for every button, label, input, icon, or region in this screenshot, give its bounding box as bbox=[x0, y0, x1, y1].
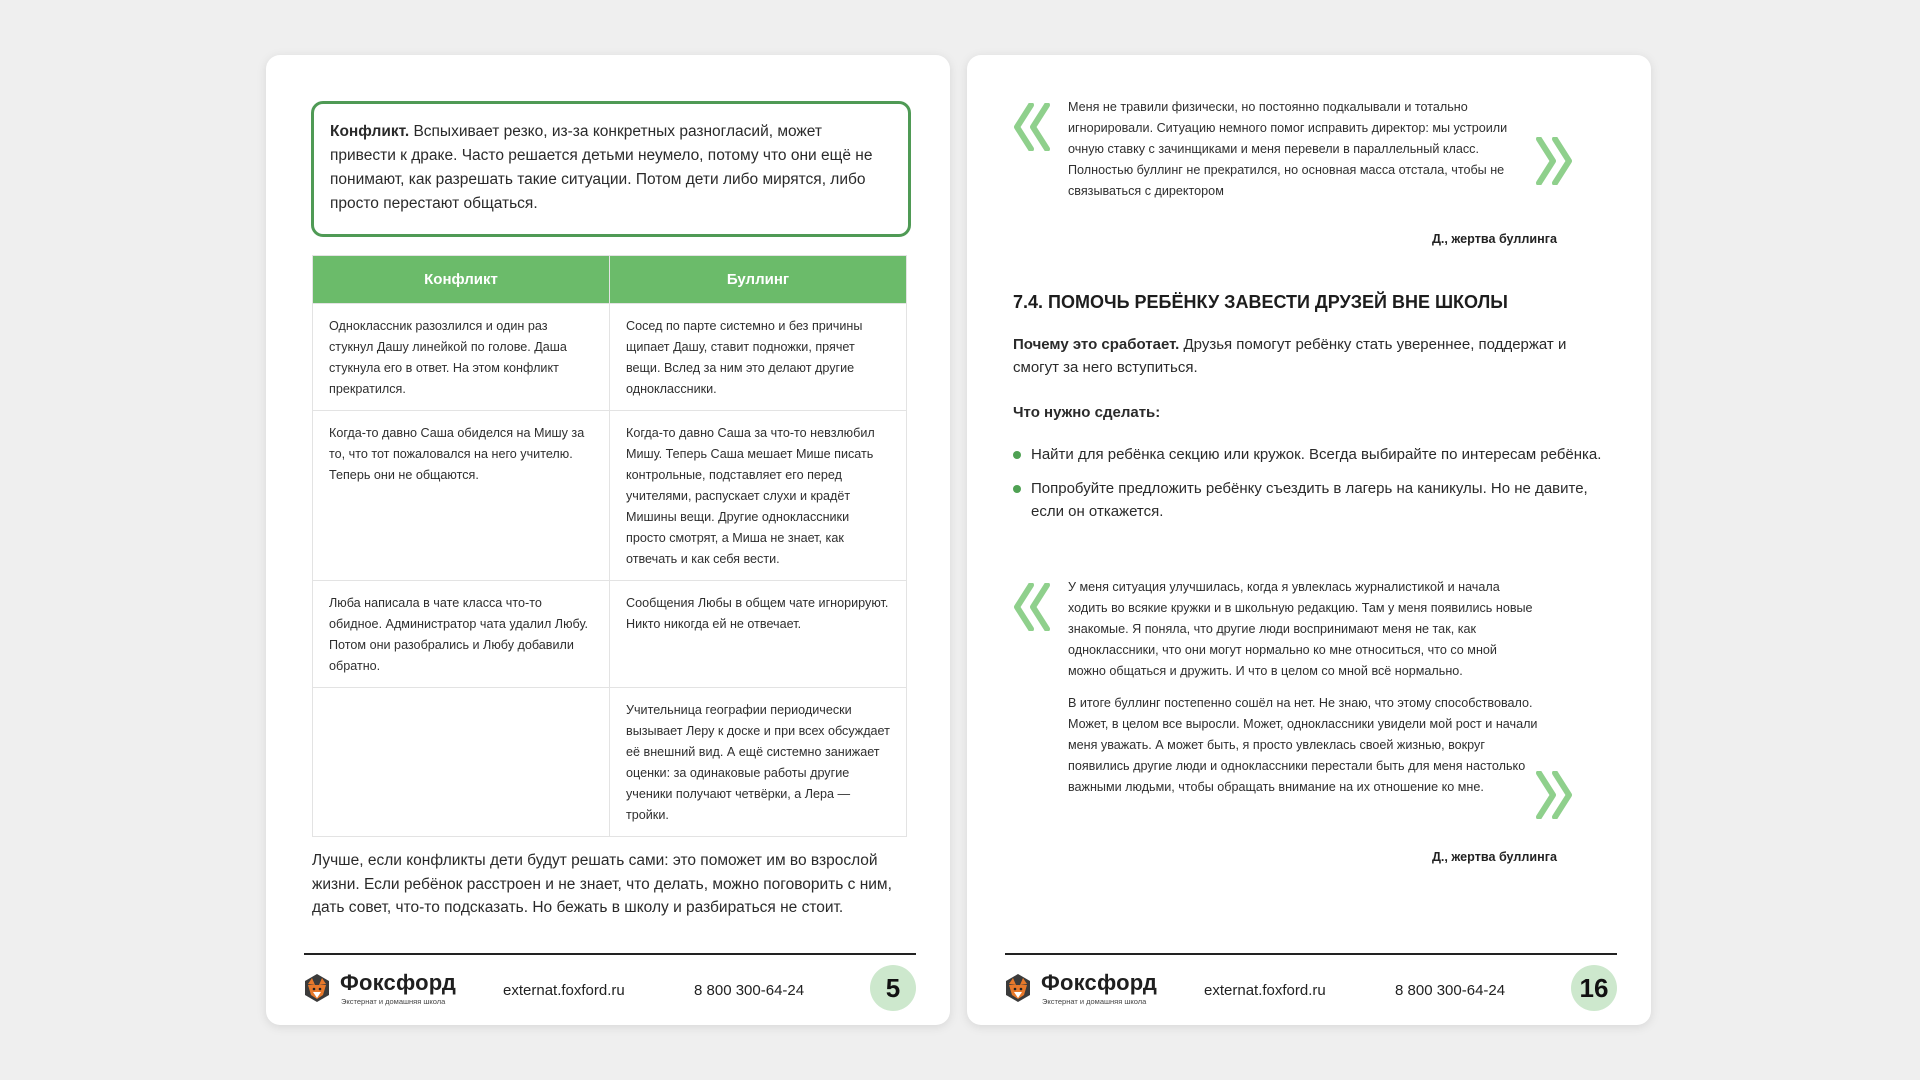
table-header-conflict: Конфликт bbox=[313, 256, 610, 304]
table-cell: Когда-то давно Саша обиделся на Мишу за то, что тот пожаловался на него учителю. Теперь они не общаются. bbox=[313, 411, 610, 581]
table-header-row bbox=[313, 256, 907, 304]
table-cell: Учительница географии периодически вызывает Леру к доске и при всех обсуждает её внешний вид. А ещё системно занижает оценки: за одинаковые работы другие ученики получают четвёрки, а Лера — тройки. bbox=[610, 688, 907, 837]
brand-tagline: Экстернат и домашняя школа bbox=[1042, 997, 1147, 1006]
why-it-works-paragraph bbox=[1013, 333, 1603, 379]
fox-logo-icon bbox=[304, 973, 330, 1003]
todo-list bbox=[1013, 443, 1603, 534]
why-text: Друзья помогут ребёнку стать увереннее, поддержат и смогут за него вступиться. bbox=[1013, 336, 1567, 376]
quote-2-text bbox=[1068, 577, 1538, 809]
page-16 bbox=[967, 55, 1651, 1025]
fox-logo-icon bbox=[1005, 973, 1031, 1003]
list-item: Попробуйте предложить ребёнку съездить в лагерь на каникулы. Но не давите, если он откажется. bbox=[1013, 477, 1603, 523]
quote-block-2 bbox=[1011, 577, 1611, 917]
brand-name: Фоксфорд bbox=[340, 970, 457, 995]
quote-2-paragraph: У меня ситуация улучшилась, когда я увлеклась журналистикой и начала ходить во всякие кружки и в школьную редакцию. Там у меня появились новые знакомые. Я поняла, что другие люди воспринимают меня не так, как одноклассники, что они могут нормально ко мне относиться, что со мной можно общаться и дружить. И что в целом со мной всё нормально. bbox=[1068, 580, 1533, 678]
table-cell: Когда-то давно Саша за что-то невзлюбил Мишу. Теперь Саша мешает Мише писать контрольные, подставляет его перед учителями, распускает слухи и крадёт Мишины вещи. Другие одноклассники просто смотрят, а Миша не знает, как отвечать и как себя вести. bbox=[610, 411, 907, 581]
why-lead: Почему это сработает. bbox=[1013, 336, 1180, 353]
callout-text: Вспыхивает резко, из-за конкретных разногласий, может привести к драке. Часто решается детьми неумело, потому что они ещё не понимают, как разрешать такие ситуации. Потом дети либо мирятся, либо просто перестают общаться. bbox=[330, 123, 873, 212]
conflict-definition-callout bbox=[311, 101, 911, 237]
conflict-vs-bullying-table bbox=[312, 255, 907, 837]
conflict-advice-paragraph: Лучше, если конфликты дети будут решать сами: это поможет им во взрослой жизни. Если ребёнок расстроен и не знает, что делать, можно поговорить с ним, дать совет, что-то подсказать. Но бежать в школу и разбираться не стоит. bbox=[312, 852, 892, 916]
quote-open-icon bbox=[1011, 103, 1055, 151]
table-cell: Одноклассник разозлился и один раз стукнул Дашу линейкой по голове. Даша стукнула его в ответ. На этом конфликт прекратился. bbox=[313, 304, 610, 411]
list-item: Найти для ребёнка секцию или кружок. Всегда выбирайте по интересам ребёнка. bbox=[1013, 443, 1603, 466]
todo-heading bbox=[1013, 401, 1603, 424]
callout-term: Конфликт. bbox=[330, 123, 410, 140]
page-number-badge: 16 bbox=[1571, 965, 1617, 1011]
quote-block-1 bbox=[1011, 97, 1611, 257]
todo-title: Что нужно сделать: bbox=[1013, 404, 1161, 421]
footer-divider bbox=[304, 953, 916, 955]
quote-close-icon bbox=[1531, 771, 1575, 819]
brand-name: Фоксфорд bbox=[1041, 970, 1158, 995]
quote-1-author: Д., жертва буллинга bbox=[1431, 232, 1557, 246]
page-5 bbox=[266, 55, 950, 1025]
quote-2-paragraph: В итоге буллинг постепенно сошёл на нет. Не знаю, что этому способствовало. Может, в целом все выросли. Может, одноклассники увидели мой рост и начали меня уважать. А может быть, я просто увлеклась своей жизнью, вокруг появились другие люди и одноклассники перестали быть для меня настолько важными людьми, чтобы обращать внимание на их отношение ко мне. bbox=[1068, 696, 1538, 794]
page-number-badge: 5 bbox=[870, 965, 916, 1011]
table-header-bullying: Буллинг bbox=[610, 256, 907, 304]
table-cell: Сообщения Любы в общем чате игнорируют. Никто никогда ей не отвечает. bbox=[610, 581, 907, 688]
footer-phone: 8 800 300-64-24 bbox=[1395, 982, 1506, 999]
table-cell bbox=[313, 688, 610, 837]
table-row bbox=[313, 581, 907, 688]
quote-close-icon bbox=[1531, 137, 1575, 185]
footer-phone: 8 800 300-64-24 bbox=[694, 982, 805, 999]
quote-1-text: Меня не травили физически, но постоянно подкалывали и тотально игнорировали. Ситуацию немного помог исправить директор: мы устроили очную ставку с зачинщиками и меня перевели в параллельный класс. Полностью буллинг не прекратился, но основная масса отстала, чтобы не связываться с директором bbox=[1068, 100, 1508, 198]
quote-2-author: Д., жертва буллинга bbox=[1431, 850, 1557, 864]
table-row bbox=[313, 411, 907, 581]
brand-tagline: Экстернат и домашняя школа bbox=[341, 997, 446, 1006]
table-cell: Сосед по парте системно и без причины щипает Дашу, ставит подножки, прячет вещи. Вслед за ним это делают другие одноклассники. bbox=[610, 304, 907, 411]
table-row bbox=[313, 688, 907, 837]
table-cell: Люба написала в чате класса что-то обидное. Администратор чата удалил Любу. Потом они разобрались и Любу добавили обратно. bbox=[313, 581, 610, 688]
section-title: 7.4. ПОМОЧЬ РЕБЁНКУ ЗАВЕСТИ ДРУЗЕЙ ВНЕ ШКОЛЫ bbox=[1013, 292, 1508, 312]
table-row bbox=[313, 304, 907, 411]
footer-website: externat.foxford.ru bbox=[503, 982, 625, 999]
quote-open-icon bbox=[1011, 583, 1055, 631]
page-footer bbox=[304, 953, 916, 1013]
footer-divider bbox=[1005, 953, 1617, 955]
page-footer bbox=[1005, 953, 1617, 1013]
footer-website: externat.foxford.ru bbox=[1204, 982, 1326, 999]
